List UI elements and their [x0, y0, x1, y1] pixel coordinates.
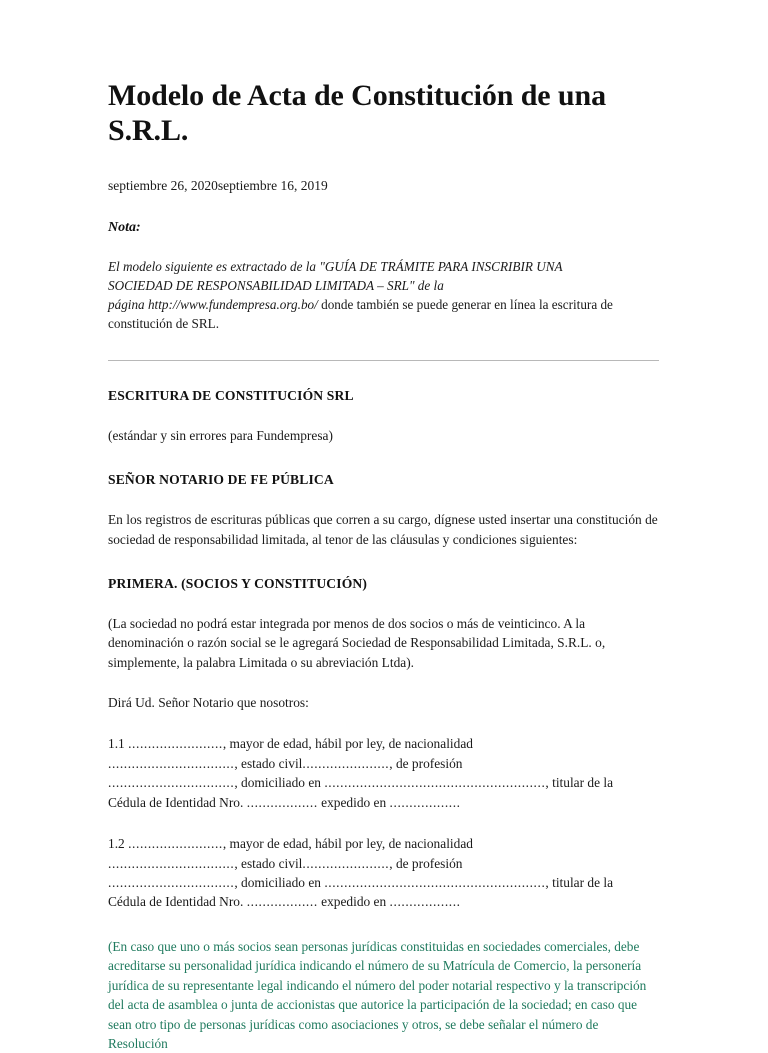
socio-domicilio-blank[interactable]: ........................................................	[324, 775, 546, 791]
note-body	[108, 258, 658, 333]
paragraph-sociedad-integrada: (La sociedad no podrá estar integrada por menos de dos socios o más de veinticinco. A la denominación o razón social se le agregará Sociedad de Responsabilidad Limitada, S.R.L. o, simplemente, la palabra Limitada o su abreviación Ltda).	[108, 616, 606, 670]
socio-expedido-blank[interactable]: ..................	[389, 894, 461, 910]
socio-text-profesion: , de profesión	[389, 855, 463, 871]
heading-primera-socios: PRIMERA. (SOCIOS Y CONSTITUCIÓN)	[108, 575, 368, 591]
note-line-2: SOCIEDAD DE RESPONSABILIDAD LIMITADA – SRL" de la	[108, 278, 444, 294]
socio-text-domiciliado: , domiciliado en	[234, 775, 325, 791]
socio-text-expedido: expedido en	[317, 794, 390, 810]
socio-cedula-blank[interactable]: ..................	[246, 794, 318, 810]
note-label: Nota:	[108, 220, 141, 236]
socio-text-estado-civil: , estado civil	[234, 755, 303, 771]
socio-number: 1.1	[108, 736, 125, 752]
paragraph-registros-escrituras: En los registros de escrituras públicas que corren a su cargo, dígnese usted insertar una constitución de sociedad de responsabilidad limitada, al tenor de las cláusulas y condiciones siguientes:	[108, 512, 658, 547]
paragraph-dira-notario: Dirá Ud. Señor Notario que nosotros:	[108, 695, 309, 711]
socio-text-titular: , titular de la	[545, 775, 614, 791]
socio-text-domiciliado: , domiciliado en	[234, 875, 325, 890]
socio-estado-civil-blank[interactable]: ......................	[302, 755, 390, 771]
socio-text-cedula: Cédula de Identidad Nro.	[108, 894, 244, 910]
socio-name-blank[interactable]: ........................	[128, 736, 223, 752]
socio-domicilio-blank[interactable]: ........................................................	[324, 875, 546, 890]
heading-senor-notario: SEÑOR NOTARIO DE FE PÚBLICA	[108, 471, 334, 487]
socio-entry-1	[108, 734, 658, 812]
page-title: Modelo de Acta de Constitución de una S.R.L.	[108, 79, 606, 148]
fundempresa-url[interactable]: http://www.fundempresa.org.bo/	[147, 296, 318, 312]
note-line-3-rest: donde también se puede generar en línea la escritura de constitución de SRL.	[108, 296, 613, 331]
socio-number: 1.2	[108, 836, 125, 852]
document-date: septiembre 26, 2020septiembre 16, 2019	[108, 177, 328, 193]
section-divider	[108, 360, 659, 361]
socio-text-mayor-edad: , mayor de edad, hábil por ley, de nacionalidad	[222, 736, 473, 752]
heading-escritura-constitucion: ESCRITURA DE CONSTITUCIÓN SRL	[108, 388, 354, 404]
socio-text-estado-civil: , estado civil	[234, 855, 303, 871]
subtitle-estandar: (estándar y sin errores para Fundempresa)	[108, 427, 333, 443]
socio-entry-2	[108, 834, 658, 912]
socio-nationality-blank[interactable]: ................................	[108, 855, 235, 871]
socio-text-titular: , titular de la	[545, 875, 614, 890]
socio-nationality-blank[interactable]: ................................	[108, 755, 235, 771]
socio-profesion-blank[interactable]: ................................	[108, 775, 235, 791]
socio-text-mayor-edad: , mayor de edad, hábil por ley, de nacionalidad	[222, 836, 473, 852]
note-page-prefix: página	[108, 296, 148, 312]
socio-cedula-blank[interactable]: ..................	[246, 894, 318, 910]
socio-name-blank[interactable]: ........................	[128, 836, 223, 852]
note-line-1: El modelo siguiente es extractado de la "GUÍA DE TRÁMITE PARA INSCRIBIR UNA	[108, 259, 563, 275]
socio-text-cedula: Cédula de Identidad Nro.	[108, 794, 244, 810]
socio-text-profesion: , de profesión	[389, 755, 463, 771]
socio-estado-civil-blank[interactable]: ......................	[302, 855, 390, 871]
green-instruction-note: (En caso que uno o más socios sean personas jurídicas constituidas en sociedades comerciales, debe acreditarse su personalidad jurídica indicando el número de su Matrícula de Comercio, la personería jurídica de su representante legal indicando el número del poder notarial respectivo y la transcripción del acta de asamblea o junta de accionistas que autorice la participación de la sociedad; en caso que sean otro tipo de personas jurídicas como asociaciones y otros, se debe señalar el número de Resolución	[108, 938, 647, 1051]
socio-profesion-blank[interactable]: ................................	[108, 875, 235, 890]
socio-expedido-blank[interactable]: ..................	[389, 794, 461, 810]
socio-text-expedido: expedido en	[317, 894, 390, 910]
